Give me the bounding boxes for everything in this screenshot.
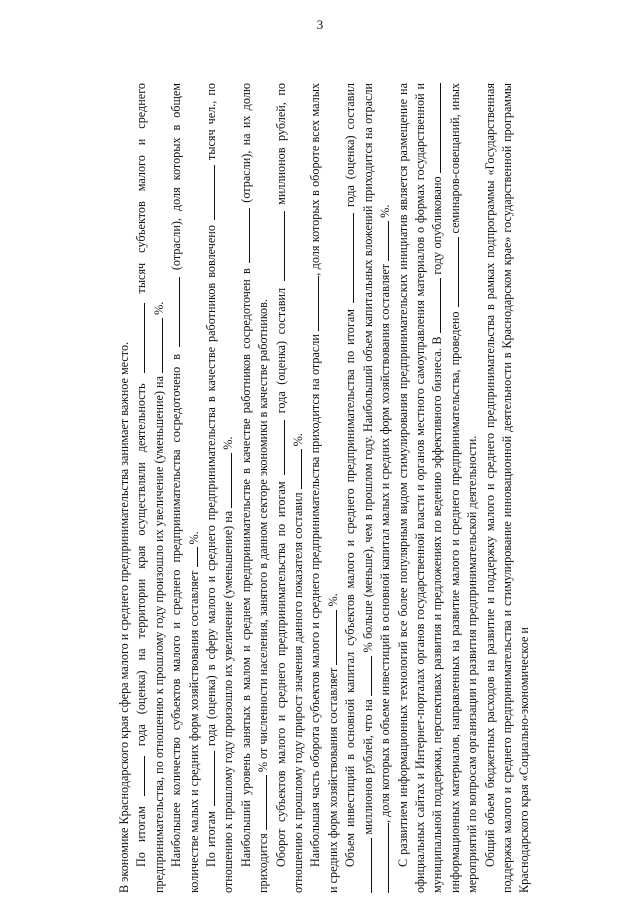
- paragraph-subjects-count: [133, 83, 168, 893]
- text-run: года (оценка) составил: [343, 83, 358, 214]
- blank-field: [377, 221, 389, 261]
- text-run: Общий объем бюджетных расходов на развитие и поддержку малого и среднего предпринимательства в рамках подпрограммы «Государственная поддержка малого и среднего предпринимательства и стимулирование инновационной деятельности в Краснодарском крае» государственной программы Краснодарского края «Социально-экономическое и: [482, 83, 532, 893]
- blank-field: [377, 823, 389, 893]
- text-run: Наибольший уровень занятых в малом и среднем предпринимательстве в качестве работников сосредоточен в: [238, 262, 253, 867]
- text-run: (отрасли), на их долю приходится: [238, 83, 271, 893]
- text-run: В экономике Краснодарского края сфера малого и среднего предпринимательства занимает важное место.: [117, 341, 131, 893]
- paragraph-budget: [482, 83, 534, 893]
- text-run: года (оценка) в сферу малого и среднего предпринимательства в качестве работников вовлечено: [204, 220, 219, 752]
- blank-field: [447, 238, 459, 308]
- blank-field: [168, 277, 180, 347]
- text-run: миллионов рублей, по отношению к прошлому году прирост значения данного показателя составил: [273, 82, 306, 893]
- text-run: , доля которых в обороте всех малых и средних форм хозяйствования составляет: [308, 83, 340, 893]
- rotated-text-body: [116, 83, 626, 893]
- blank-field: [307, 276, 319, 331]
- text-run: семинаров-совещаний, иных мероприятий по вопросам организации и развития предпринимательской деятельности.: [447, 82, 480, 893]
- blank-field: [203, 751, 215, 806]
- blank-field: [273, 211, 285, 281]
- text-run: %.: [291, 433, 306, 450]
- blank-field: [273, 420, 285, 475]
- text-run: Наибольшее количество субъектов малого и среднего предпринимательства сосредоточено в: [169, 347, 184, 867]
- text-run: Объем инвестиций в основной капитал субъектов малого и среднего предпринимательства по итогам: [343, 303, 358, 867]
- text-run: Наибольшая часть оборота субъектов малого и среднего предпринимательства приходится на отрасли: [308, 330, 323, 867]
- text-run: информационных материалов, направленных на развитие малого и среднего предпринимательства, проведено: [447, 307, 462, 893]
- blank-field: [255, 775, 267, 830]
- blank-field: [360, 838, 372, 893]
- paragraph-intro: [116, 83, 133, 893]
- text-run: тысяч субъектов малого и среднего предпринимательства, по отношению к прошлому году произошло их увеличение (уменьшение) на: [134, 83, 166, 893]
- paragraph-employment-level: [238, 83, 273, 893]
- text-run: % от численности населения, занятого в данном секторе экономики в качестве работников.: [256, 299, 271, 776]
- blank-field: [220, 453, 232, 508]
- text-run: %.: [378, 204, 393, 221]
- paragraph-information: [395, 83, 482, 893]
- page-number: 3: [316, 17, 324, 32]
- blank-field: [133, 303, 145, 373]
- blank-field: [133, 756, 145, 796]
- text-run: С развитием информационных технологий все более популярным видом стимулирования предпринимательских инициатив является размещение на официальных сайтах и Интернет-порталах органов государственной власти и органов местного самоуправления материалов о формах государственной и муниципальной поддержки, перспективах развития и предложениях по ведению эффективного бизнеса. В: [395, 83, 445, 893]
- paragraph-turnover: [273, 83, 308, 893]
- text-run: Оборот субъектов малого и среднего предпринимательства по итогам: [273, 474, 288, 867]
- blank-field: [360, 656, 372, 696]
- paragraph-turnover-share: [307, 83, 342, 893]
- text-run: %.: [221, 436, 236, 453]
- text-run: %.: [186, 531, 201, 548]
- blank-field: [238, 208, 250, 263]
- text-run: года (оценка) составил: [273, 281, 288, 420]
- text-run: году опубликовано: [430, 173, 445, 279]
- text-run: %.: [325, 593, 340, 610]
- blank-field: [429, 83, 441, 173]
- text-run: По итогам: [204, 806, 219, 867]
- text-run: %.: [151, 301, 166, 318]
- text-run: миллионов рублей, что на: [360, 695, 375, 838]
- paragraph-investments: [342, 83, 394, 893]
- blank-field: [290, 449, 302, 489]
- blank-field: [151, 318, 163, 373]
- blank-field: [186, 547, 198, 567]
- paragraph-workers: [203, 83, 238, 893]
- text-run: По итогам: [134, 796, 149, 867]
- blank-field: [429, 278, 441, 333]
- text-run: % больше (меньше), чем в прошлом году. Наибольший объем капитальных вложений приходится на отрасли: [360, 83, 375, 656]
- text-run: тысяч чел., по отношению к прошлому году произошло их увеличение (уменьшение) на: [204, 83, 236, 893]
- text-run: , доля которых в объеме инвестиций в основной капитал малых и средних форм хозяйствования составляет: [378, 260, 393, 823]
- paragraph-largest-count: [168, 83, 203, 893]
- text-run: года (оценка) на территории края осуществляли деятельность: [134, 373, 149, 757]
- text-run: (отрасли), доля которых в общем количестве малых и средних форм хозяйствования составляет: [169, 83, 201, 893]
- blank-field: [325, 610, 337, 665]
- blank-field: [203, 165, 215, 220]
- blank-field: [342, 213, 354, 303]
